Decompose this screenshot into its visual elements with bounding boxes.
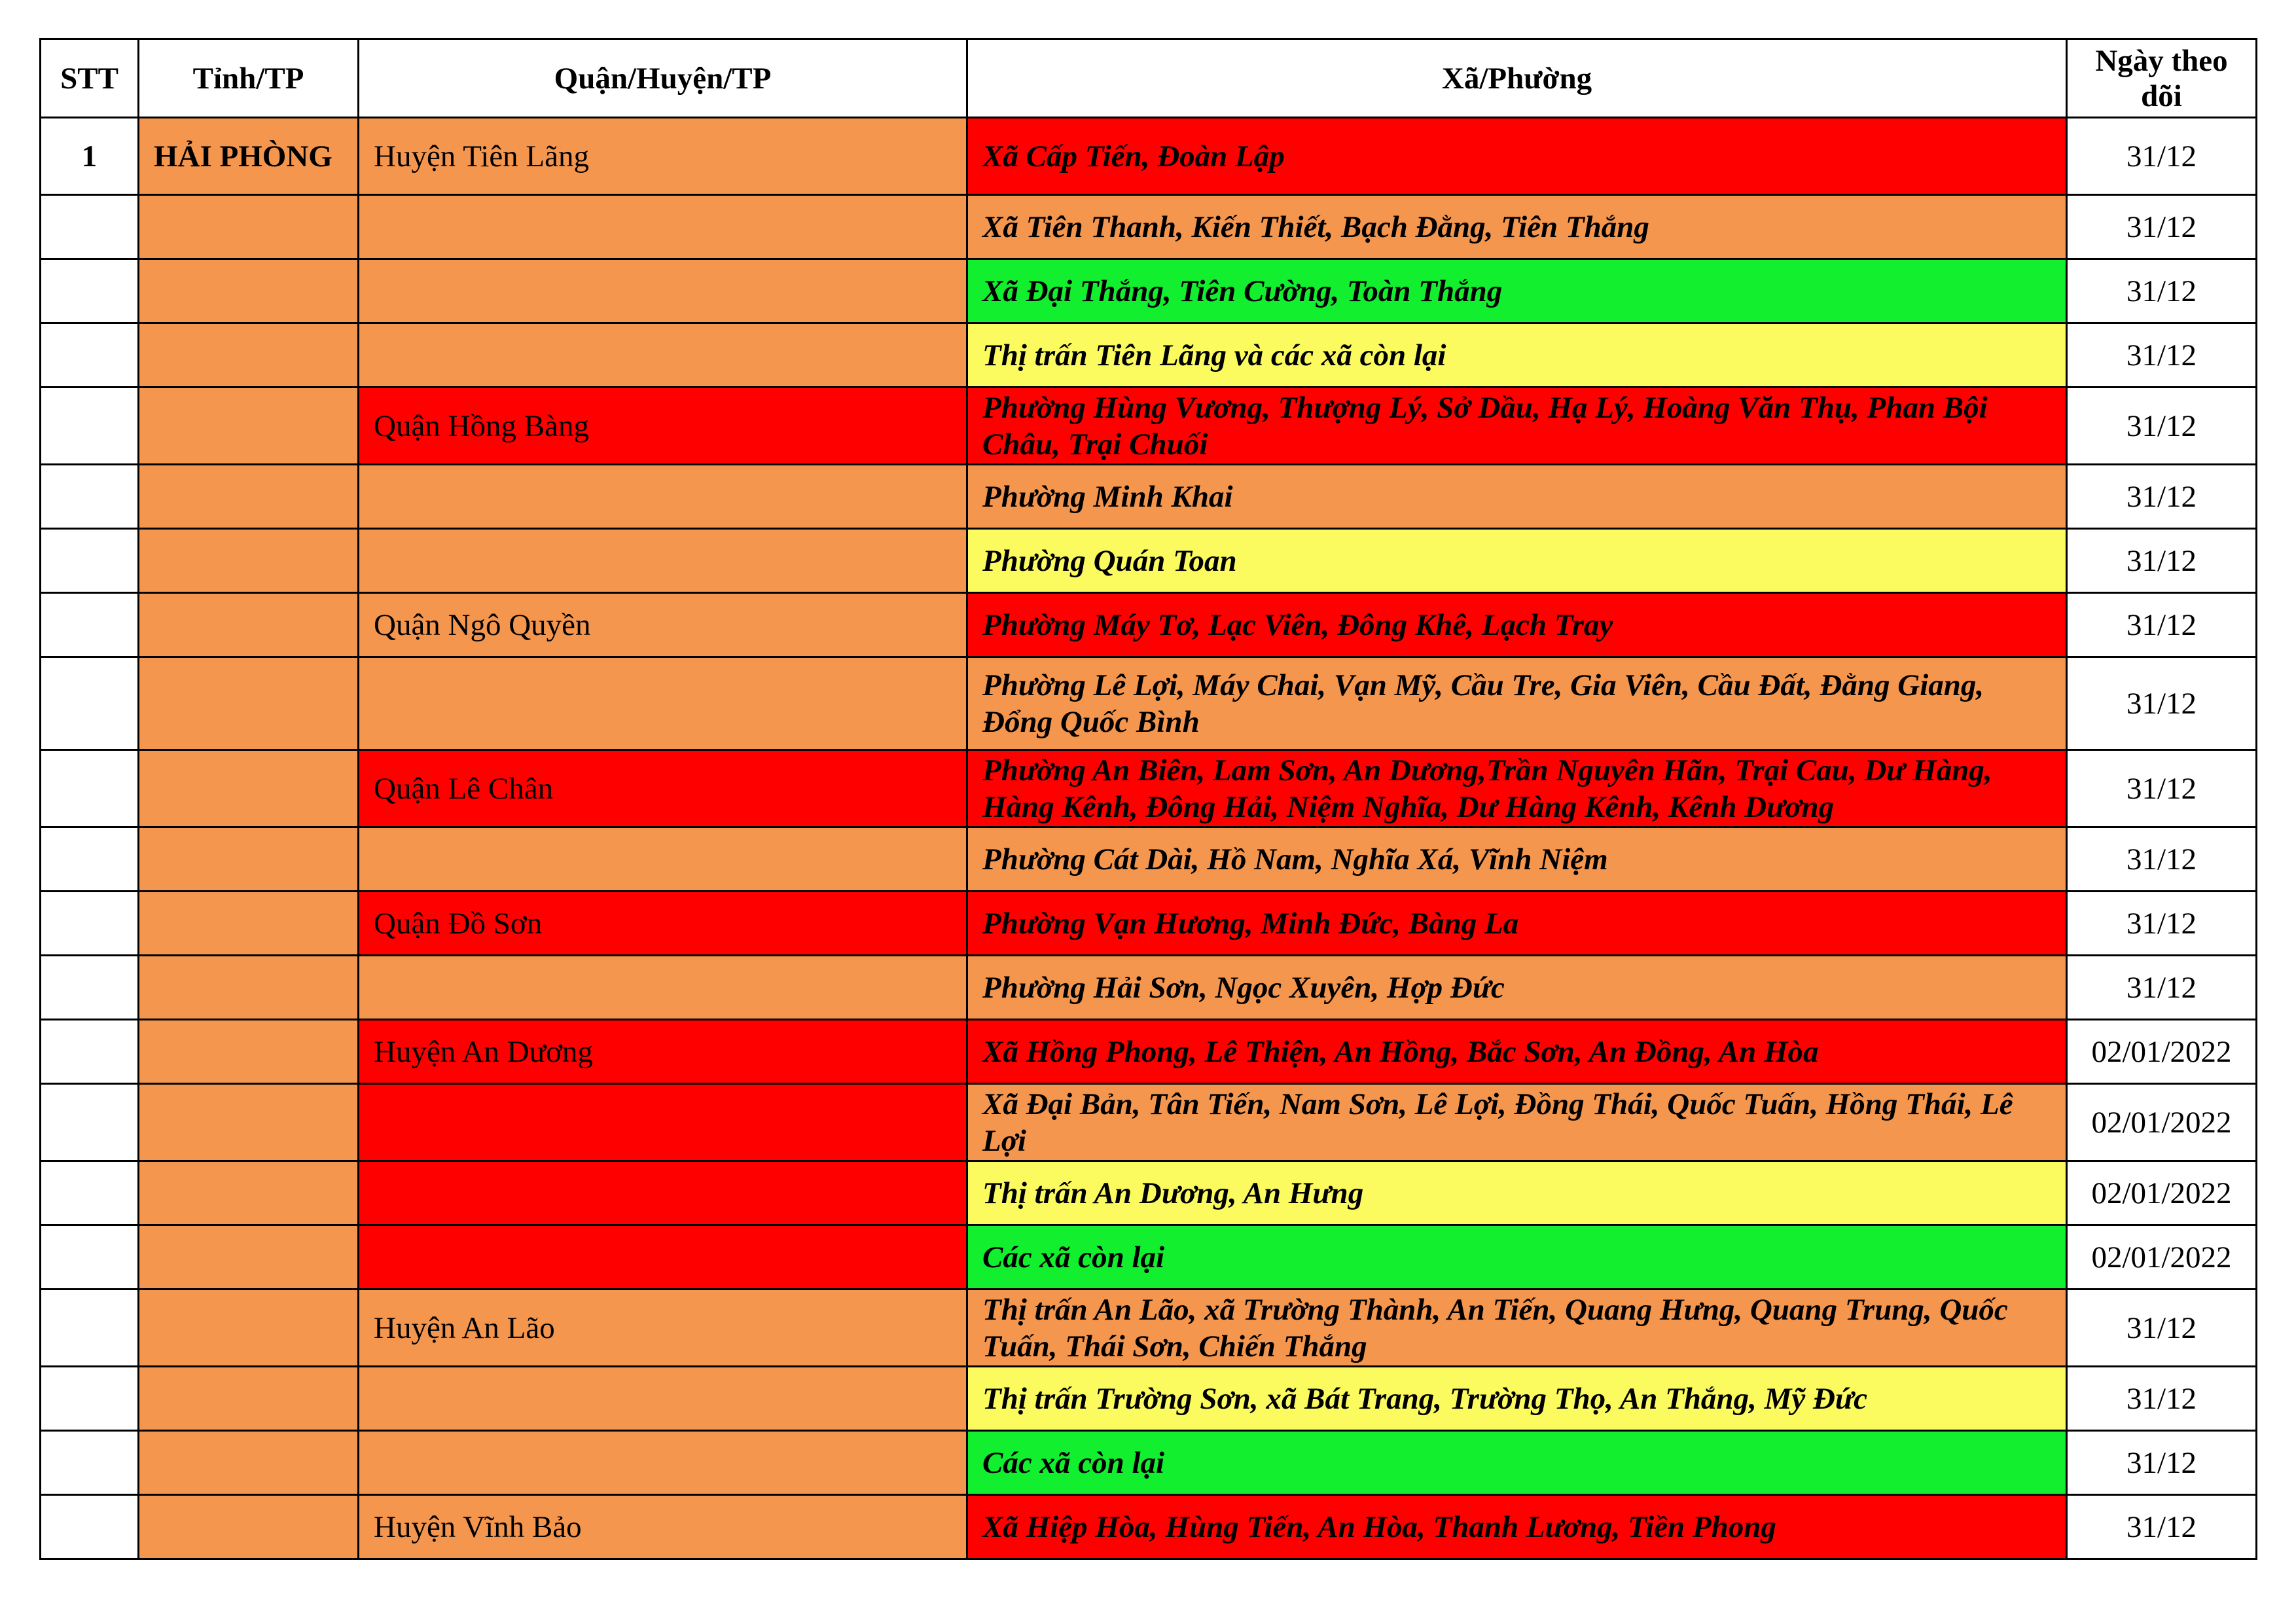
- district-cell: [359, 657, 967, 750]
- table-row: [41, 1084, 2257, 1161]
- table-body: [41, 118, 2257, 1559]
- province-cell: [139, 323, 359, 388]
- ward-cell: Các xã còn lại: [967, 1225, 2067, 1290]
- stt-cell: [41, 827, 139, 892]
- table-row: [41, 1495, 2257, 1559]
- table-row: [41, 259, 2257, 323]
- stt-cell: [41, 657, 139, 750]
- date-cell: 31/12: [2067, 388, 2257, 465]
- district-cell: [359, 1161, 967, 1225]
- stt-cell: [41, 323, 139, 388]
- table-row: [41, 529, 2257, 593]
- table-row: [41, 1020, 2257, 1084]
- date-cell: 31/12: [2067, 1367, 2257, 1431]
- header-district: Quận/Huyện/TP: [359, 39, 967, 118]
- ward-cell: Phường Cát Dài, Hồ Nam, Nghĩa Xá, Vĩnh Niệm: [967, 827, 2067, 892]
- stt-cell: [41, 1225, 139, 1290]
- date-cell: 31/12: [2067, 1290, 2257, 1367]
- table-row: [41, 750, 2257, 827]
- district-cell: [359, 195, 967, 259]
- table-row: [41, 1161, 2257, 1225]
- ward-cell: Thị trấn Tiên Lãng và các xã còn lại: [967, 323, 2067, 388]
- date-cell: 02/01/2022: [2067, 1161, 2257, 1225]
- district-cell: Quận Đồ Sơn: [359, 892, 967, 956]
- province-cell: [139, 892, 359, 956]
- header-province: Tỉnh/TP: [139, 39, 359, 118]
- date-cell: 31/12: [2067, 1431, 2257, 1495]
- stt-cell: 1: [41, 118, 139, 195]
- district-cell: Huyện An Lão: [359, 1290, 967, 1367]
- date-cell: 31/12: [2067, 593, 2257, 657]
- date-cell: 31/12: [2067, 1495, 2257, 1559]
- province-cell: [139, 195, 359, 259]
- date-cell: 31/12: [2067, 259, 2257, 323]
- district-cell: Quận Lê Chân: [359, 750, 967, 827]
- province-cell: [139, 1161, 359, 1225]
- table-row: [41, 956, 2257, 1020]
- district-cell: Quận Ngô Quyền: [359, 593, 967, 657]
- district-cell: [359, 956, 967, 1020]
- zone-table: [39, 38, 2257, 1560]
- district-cell: Quận Hồng Bàng: [359, 388, 967, 465]
- district-cell: Huyện Tiên Lãng: [359, 118, 967, 195]
- province-cell: [139, 465, 359, 529]
- stt-cell: [41, 529, 139, 593]
- ward-cell: Phường Minh Khai: [967, 465, 2067, 529]
- stt-cell: [41, 195, 139, 259]
- ward-cell: Các xã còn lại: [967, 1431, 2067, 1495]
- district-cell: [359, 827, 967, 892]
- ward-cell: Phường An Biên, Lam Sơn, An Dương,Trần Nguyên Hãn, Trại Cau, Dư Hàng, Hàng Kênh, Đông Hải, Niệm Nghĩa, Dư Hàng Kênh, Kênh Dương: [967, 750, 2067, 827]
- province-cell: [139, 1290, 359, 1367]
- header-date: Ngày theo dõi: [2067, 39, 2257, 118]
- date-cell: 31/12: [2067, 195, 2257, 259]
- district-cell: [359, 465, 967, 529]
- ward-cell: Phường Lê Lợi, Máy Chai, Vạn Mỹ, Cầu Tre, Gia Viên, Cầu Đất, Đằng Giang, Đổng Quốc Bình: [967, 657, 2067, 750]
- ward-cell: Thị trấn Trường Sơn, xã Bát Trang, Trường Thọ, An Thắng, Mỹ Đức: [967, 1367, 2067, 1431]
- date-cell: 31/12: [2067, 750, 2257, 827]
- table-row: [41, 465, 2257, 529]
- stt-cell: [41, 388, 139, 465]
- table-row: [41, 1367, 2257, 1431]
- stt-cell: [41, 593, 139, 657]
- table-row: [41, 195, 2257, 259]
- table-row: [41, 323, 2257, 388]
- date-cell: 31/12: [2067, 956, 2257, 1020]
- ward-cell: Thị trấn An Lão, xã Trường Thành, An Tiến, Quang Hưng, Quang Trung, Quốc Tuấn, Thái Sơn, Chiến Thắng: [967, 1290, 2067, 1367]
- district-cell: [359, 1225, 967, 1290]
- table-row: [41, 892, 2257, 956]
- ward-cell: Xã Đại Thắng, Tiên Cường, Toàn Thắng: [967, 259, 2067, 323]
- stt-cell: [41, 1431, 139, 1495]
- district-cell: [359, 259, 967, 323]
- table-row: [41, 657, 2257, 750]
- stt-cell: [41, 1084, 139, 1161]
- stt-cell: [41, 1161, 139, 1225]
- table-row: [41, 388, 2257, 465]
- header-ward: Xã/Phường: [967, 39, 2067, 118]
- province-cell: [139, 1225, 359, 1290]
- ward-cell: Xã Hồng Phong, Lê Thiện, An Hồng, Bắc Sơn, An Đồng, An Hòa: [967, 1020, 2067, 1084]
- table-row: [41, 827, 2257, 892]
- province-cell: HẢI PHÒNG: [139, 118, 359, 195]
- header-stt: STT: [41, 39, 139, 118]
- date-cell: 31/12: [2067, 529, 2257, 593]
- district-cell: [359, 323, 967, 388]
- province-cell: [139, 827, 359, 892]
- province-cell: [139, 593, 359, 657]
- table-row: [41, 593, 2257, 657]
- stt-cell: [41, 1290, 139, 1367]
- province-cell: [139, 956, 359, 1020]
- ward-cell: Phường Quán Toan: [967, 529, 2067, 593]
- district-cell: [359, 1431, 967, 1495]
- province-cell: [139, 529, 359, 593]
- province-cell: [139, 1020, 359, 1084]
- ward-cell: Phường Hùng Vương, Thượng Lý, Sở Dầu, Hạ Lý, Hoàng Văn Thụ, Phan Bội Châu, Trại Chuối: [967, 388, 2067, 465]
- province-cell: [139, 1431, 359, 1495]
- district-cell: [359, 1084, 967, 1161]
- stt-cell: [41, 1020, 139, 1084]
- province-cell: [139, 388, 359, 465]
- province-cell: [139, 1084, 359, 1161]
- table-row: [41, 118, 2257, 195]
- ward-cell: Phường Vạn Hương, Minh Đức, Bàng La: [967, 892, 2067, 956]
- stt-cell: [41, 1495, 139, 1559]
- province-cell: [139, 657, 359, 750]
- district-cell: Huyện Vĩnh Bảo: [359, 1495, 967, 1559]
- ward-cell: Phường Hải Sơn, Ngọc Xuyên, Hợp Đức: [967, 956, 2067, 1020]
- province-cell: [139, 750, 359, 827]
- date-cell: 31/12: [2067, 827, 2257, 892]
- table-row: [41, 1225, 2257, 1290]
- date-cell: 31/12: [2067, 892, 2257, 956]
- table-row: [41, 1290, 2257, 1367]
- stt-cell: [41, 956, 139, 1020]
- date-cell: 02/01/2022: [2067, 1084, 2257, 1161]
- date-cell: 02/01/2022: [2067, 1020, 2257, 1084]
- date-cell: 31/12: [2067, 118, 2257, 195]
- date-cell: 02/01/2022: [2067, 1225, 2257, 1290]
- stt-cell: [41, 750, 139, 827]
- district-cell: Huyện An Dương: [359, 1020, 967, 1084]
- ward-cell: Xã Tiên Thanh, Kiến Thiết, Bạch Đằng, Tiên Thắng: [967, 195, 2067, 259]
- ward-cell: Phường Máy Tơ, Lạc Viên, Đông Khê, Lạch Tray: [967, 593, 2067, 657]
- ward-cell: Xã Đại Bản, Tân Tiến, Nam Sơn, Lê Lợi, Đồng Thái, Quốc Tuấn, Hồng Thái, Lê Lợi: [967, 1084, 2067, 1161]
- district-cell: [359, 529, 967, 593]
- stt-cell: [41, 892, 139, 956]
- header-row: [41, 39, 2257, 118]
- ward-cell: Thị trấn An Dương, An Hưng: [967, 1161, 2067, 1225]
- stt-cell: [41, 465, 139, 529]
- ward-cell: Xã Cấp Tiến, Đoàn Lập: [967, 118, 2067, 195]
- date-cell: 31/12: [2067, 657, 2257, 750]
- table-row: [41, 1431, 2257, 1495]
- province-cell: [139, 1367, 359, 1431]
- province-cell: [139, 1495, 359, 1559]
- stt-cell: [41, 1367, 139, 1431]
- ward-cell: Xã Hiệp Hòa, Hùng Tiến, An Hòa, Thanh Lương, Tiền Phong: [967, 1495, 2067, 1559]
- district-cell: [359, 1367, 967, 1431]
- stt-cell: [41, 259, 139, 323]
- date-cell: 31/12: [2067, 465, 2257, 529]
- province-cell: [139, 259, 359, 323]
- date-cell: 31/12: [2067, 323, 2257, 388]
